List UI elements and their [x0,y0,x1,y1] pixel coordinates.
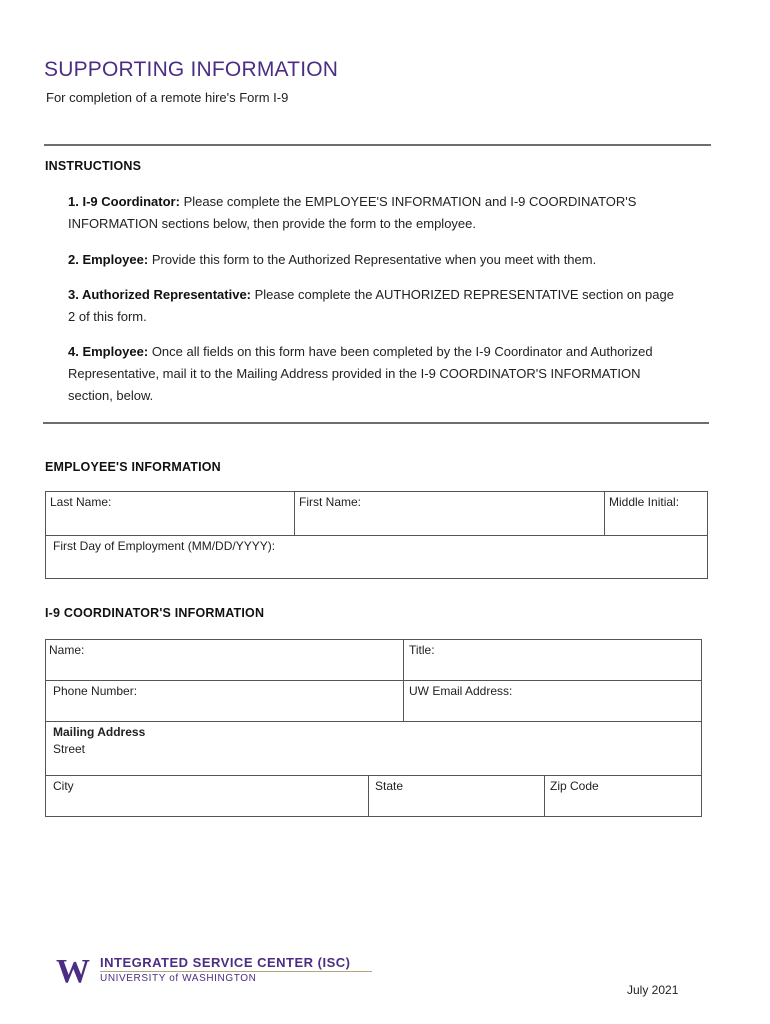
coordinator-name-field[interactable] [45,639,404,681]
revision-date: July 2021 [627,983,679,997]
instruction-text: Once all fields on this form have been completed by the I-9 Coordinator and Authorized Representative, mail it to the Mailing Address provided in the I-9 COORDINATOR'S INFORMATION section, below. [68,344,653,403]
instruction-label: 4. Employee: [68,344,149,359]
last-name-label: Last Name: [50,495,112,509]
phone-number-label: Phone Number: [53,684,138,698]
divider [43,422,709,424]
middle-initial-label: Middle Initial: [609,495,680,509]
instruction-item [68,191,678,235]
instruction-text: Please complete the AUTHORIZED REPRESENTATIVE section on page 2 of this form. [68,287,674,324]
instruction-label: 1. I-9 Coordinator: [68,194,180,209]
first-day-field[interactable] [45,535,708,579]
state-field[interactable] [368,775,545,817]
phone-number-field[interactable] [45,680,404,722]
coordinator-title-field[interactable] [403,639,702,681]
title-label: Title: [409,643,435,657]
instruction-item [68,341,678,407]
instruction-text: Please complete the EMPLOYEE'S INFORMATION and I-9 COORDINATOR'S INFORMATION sections below, then provide the form to the employee. [68,194,637,231]
instruction-label: 3. Authorized Representative: [68,287,252,302]
zip-code-label: Zip Code [550,779,599,793]
city-label: City [53,779,74,793]
street-label: Street [53,742,86,756]
university-name: UNIVERSITY of WASHINGTON [100,973,257,984]
first-name-label: First Name: [299,495,362,509]
instructions-heading: INSTRUCTIONS [45,159,142,173]
isc-name: INTEGRATED SERVICE CENTER (ISC) [100,955,351,970]
zip-code-field[interactable] [544,775,702,817]
instruction-item [68,249,678,271]
uw-w-logo-icon [52,955,94,985]
employee-info-heading: EMPLOYEE'S INFORMATION [45,460,221,474]
first-name-field[interactable] [294,491,605,536]
middle-initial-field[interactable] [604,491,708,536]
logo-letter: W [56,955,90,985]
divider [44,144,711,146]
uw-email-field[interactable] [403,680,702,722]
logo-divider [100,971,372,972]
last-name-field[interactable] [45,491,295,536]
street-field[interactable] [45,721,702,776]
uw-email-label: UW Email Address: [409,684,513,698]
state-label: State [375,779,404,793]
mailing-address-label: Mailing Address [53,725,146,739]
instruction-item [68,284,678,328]
name-label: Name: [49,643,85,657]
first-day-label: First Day of Employment (MM/DD/YYYY): [53,539,276,553]
instruction-label: 2. Employee: [68,252,149,267]
page-subtitle: For completion of a remote hire's Form I-9 [46,90,289,105]
instruction-text: Provide this form to the Authorized Representative when you meet with them. [148,252,597,267]
coordinator-info-heading: I-9 COORDINATOR'S INFORMATION [45,606,265,620]
city-field[interactable] [45,775,369,817]
page-title: SUPPORTING INFORMATION [44,58,339,81]
